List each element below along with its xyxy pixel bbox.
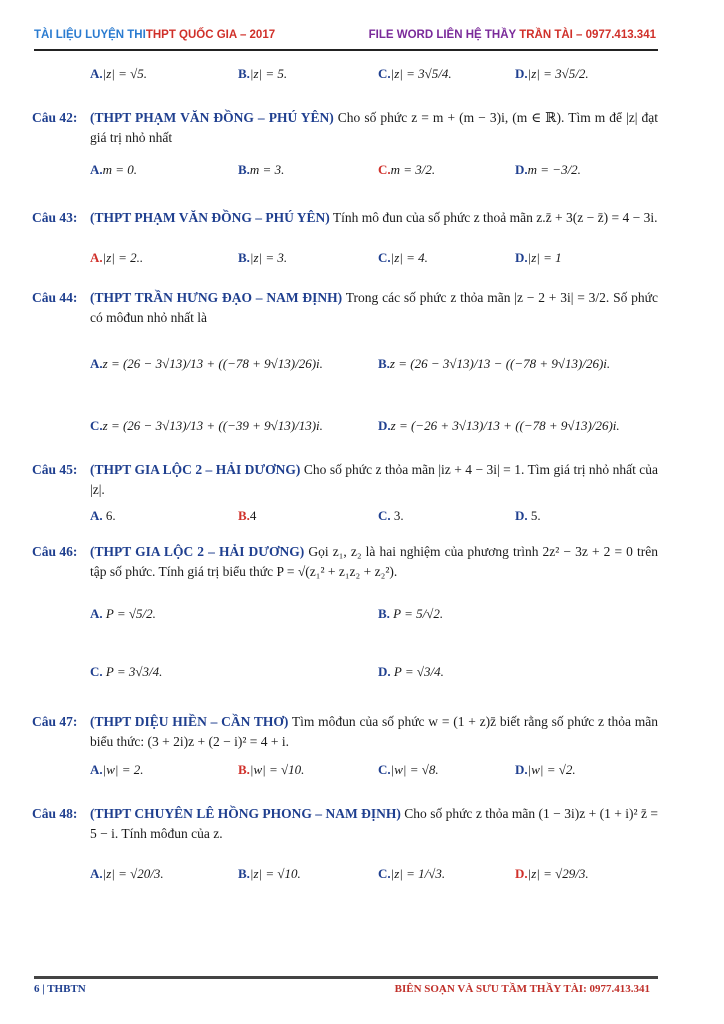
option-label: B.	[238, 866, 250, 881]
option-label: C.	[378, 250, 391, 265]
question-text: Trong các số phức z thỏa mãn |z − 2 + 3i| = 3/2. Số phức có môđun nhỏ nhất là	[90, 290, 658, 325]
option-text: z = (26 − 3√13)/13 + ((−78 + 9√13)/26)i.	[102, 356, 323, 371]
question-text: Cho số phức z thỏa mãn (1 − 3i)z + (1 + i)² z̄ = 5 − i. Tính môđun của z.	[90, 806, 659, 841]
question-source: (THPT DIỆU HIỀN – CẦN THƠ)	[90, 714, 289, 729]
option-label: C.	[378, 762, 391, 777]
q47-option-b	[238, 762, 304, 778]
q42-option-c	[378, 162, 435, 178]
option-label: B.	[238, 762, 250, 777]
option-text: m = 3.	[249, 162, 285, 177]
option-text: 3.	[393, 508, 404, 523]
q43-option-d	[515, 250, 562, 266]
option-text: |z| = √29/3.	[527, 866, 589, 881]
option-label: D.	[378, 664, 391, 679]
question-label: Câu 43:	[32, 210, 78, 225]
question-text: Cho số phức z thỏa mãn |iz + 4 − 3i| = 1. Tìm giá trị nhỏ nhất của |z|.	[90, 462, 658, 497]
option-label: D.	[378, 418, 391, 433]
q42-option-b	[238, 162, 284, 178]
question-44	[32, 288, 658, 328]
question-stem	[90, 542, 658, 582]
option-text: |z| = 4.	[390, 250, 428, 265]
q42-option-d	[515, 162, 581, 178]
q45-option-b	[238, 508, 256, 524]
option-text: |z| = 3√5/4.	[390, 66, 452, 81]
header-right-part1: FILE WORD LIÊN HỆ THẦY	[368, 29, 520, 41]
footer-credit: BIÊN SOẠN VÀ SƯU TẦM THẦY TÀI: 0977.413.341	[394, 983, 650, 995]
q47-option-d	[515, 762, 576, 778]
page-header	[34, 29, 656, 49]
option-label: A.	[90, 250, 103, 265]
q41-option-c	[378, 66, 452, 82]
q44-option-b	[378, 356, 610, 372]
option-text: |w| = √8.	[390, 762, 439, 777]
option-label: B.	[378, 606, 390, 621]
question-text: Gọi z₁, z₂ là hai nghiệm của phương trình 2z² − 3z + 2 = 0 trên tập số phức. Tính giá trị biểu thức P = √(z₁² + z₁z₂ + z₂²).	[90, 544, 658, 579]
q48-option-c	[378, 866, 445, 882]
question-label: Câu 47:	[32, 714, 78, 729]
option-label: A.	[90, 866, 103, 881]
option-label: D.	[515, 866, 528, 881]
option-text: |z| = 3√5/2.	[527, 66, 589, 81]
question-stem	[90, 288, 658, 328]
question-48	[32, 804, 658, 844]
question-label: Câu 44:	[32, 290, 78, 305]
question-46	[32, 542, 658, 582]
question-47	[32, 712, 658, 752]
header-rule	[34, 49, 658, 51]
q47-option-c	[378, 762, 439, 778]
question-stem	[90, 208, 658, 228]
q43-option-b	[238, 250, 287, 266]
option-text: 4	[249, 508, 257, 523]
question-42	[32, 108, 658, 148]
option-label: A.	[90, 162, 103, 177]
q48-option-a	[90, 866, 164, 882]
question-text: Cho số phức z = m + (m − 3)i, (m ∈ ℝ). Tìm m để |z| đạt giá trị nhỏ nhất	[90, 110, 658, 145]
option-text: |z| = 1/√3.	[390, 866, 446, 881]
q46-option-c	[90, 664, 162, 680]
header-left-part2: THPT QUỐC GIA – 2017	[145, 29, 276, 41]
option-text: 6.	[105, 508, 116, 523]
option-text: P = 5/√2.	[393, 606, 444, 621]
question-45	[32, 460, 658, 500]
question-source: (THPT TRẦN HƯNG ĐẠO – NAM ĐỊNH)	[90, 290, 343, 305]
option-label: C.	[378, 162, 391, 177]
option-text: P = 3√3/4.	[105, 664, 163, 679]
option-text: 5.	[530, 508, 541, 523]
question-stem	[90, 712, 658, 752]
option-label: B.	[238, 250, 250, 265]
question-text: Tìm môđun của số phức w = (1 + z)z̄ biết rằng số phức z thỏa mãn biểu thức: (3 + 2i)z + (2 − i)² = 4 + i.	[90, 714, 659, 749]
page-footer	[34, 976, 658, 1001]
footer-page-number: 6 | THBTN	[34, 983, 86, 995]
question-source: (THPT GIA LỘC 2 – HẢI DƯƠNG)	[90, 462, 301, 477]
option-label: D.	[515, 66, 528, 81]
question-stem	[90, 108, 658, 148]
option-label: B.	[238, 162, 250, 177]
option-label: C.	[378, 66, 391, 81]
option-label: D.	[515, 162, 528, 177]
question-source: (THPT PHẠM VĂN ĐỒNG – PHÚ YÊN)	[90, 210, 330, 225]
q42-option-a	[90, 162, 137, 178]
question-label: Câu 45:	[32, 462, 78, 477]
header-right-part2: TRẦN TÀI – 0977.413.341	[519, 29, 656, 41]
option-text: P = √5/2.	[105, 606, 156, 621]
option-label: B.	[378, 356, 390, 371]
option-label: C.	[378, 508, 391, 523]
option-text: |z| = √5.	[102, 66, 148, 81]
option-text: m = −3/2.	[527, 162, 581, 177]
q48-option-d	[515, 866, 589, 882]
q43-option-c	[378, 250, 428, 266]
option-label: D.	[515, 762, 528, 777]
q41-option-b	[238, 66, 287, 82]
option-label: B.	[238, 66, 250, 81]
q44-option-d	[378, 418, 620, 434]
option-text: z = (−26 + 3√13)/13 + ((−78 + 9√13)/26)i.	[390, 418, 620, 433]
q44-option-a	[90, 356, 323, 372]
option-text: m = 0.	[102, 162, 138, 177]
option-text: |z| = √20/3.	[102, 866, 164, 881]
option-text: |z| = 1	[527, 250, 562, 265]
q44-option-c	[90, 418, 323, 434]
option-label: A.	[90, 606, 103, 621]
option-text: |w| = √10.	[249, 762, 305, 777]
option-text: |z| = 5.	[249, 66, 288, 81]
option-label: D.	[515, 508, 528, 523]
option-text: P = √3/4.	[393, 664, 444, 679]
option-text: |z| = 2..	[102, 250, 144, 265]
option-text: |w| = √2.	[527, 762, 576, 777]
option-text: z = (26 − 3√13)/13 − ((−78 + 9√13)/26)i.	[389, 356, 611, 371]
question-source: (THPT CHUYÊN LÊ HỒNG PHONG – NAM ĐỊNH)	[90, 806, 401, 821]
option-text: |z| = 3.	[249, 250, 288, 265]
option-text: |w| = 2.	[102, 762, 144, 777]
question-source: (THPT PHẠM VĂN ĐỒNG – PHÚ YÊN)	[90, 110, 334, 125]
option-text: m = 3/2.	[390, 162, 436, 177]
option-label: C.	[90, 664, 103, 679]
question-source: (THPT GIA LỘC 2 – HẢI DƯƠNG)	[90, 544, 305, 559]
q41-option-a	[90, 66, 147, 82]
option-label: A.	[90, 508, 103, 523]
q48-option-b	[238, 866, 301, 882]
q41-option-d	[515, 66, 589, 82]
question-43	[32, 208, 658, 228]
q46-option-b	[378, 606, 443, 622]
q46-option-d	[378, 664, 444, 680]
option-label: C.	[90, 418, 103, 433]
option-label: A.	[90, 66, 103, 81]
question-label: Câu 42:	[32, 110, 78, 125]
q45-option-c	[378, 508, 404, 524]
question-stem	[90, 804, 658, 844]
q43-option-a	[90, 250, 143, 266]
header-left	[34, 29, 275, 41]
question-label: Câu 46:	[32, 544, 78, 559]
option-label: A.	[90, 356, 103, 371]
option-label: A.	[90, 762, 103, 777]
header-left-part1: TÀI LIỆU LUYỆN THI	[34, 29, 146, 41]
option-label: C.	[378, 866, 391, 881]
option-text: |z| = √10.	[249, 866, 301, 881]
option-text: z = (26 − 3√13)/13 + ((−39 + 9√13)/13)i.	[102, 418, 323, 433]
q45-option-a	[90, 508, 116, 524]
q47-option-a	[90, 762, 143, 778]
header-right	[369, 29, 656, 41]
question-text: Tính mô đun của số phức z thoả mãn z.z̄ + 3(z − z̄) = 4 − 3i.	[329, 210, 658, 225]
q46-option-a	[90, 606, 156, 622]
question-label: Câu 48:	[32, 806, 78, 821]
q45-option-d	[515, 508, 541, 524]
question-stem	[90, 460, 658, 500]
option-label: B.	[238, 508, 250, 523]
option-label: D.	[515, 250, 528, 265]
